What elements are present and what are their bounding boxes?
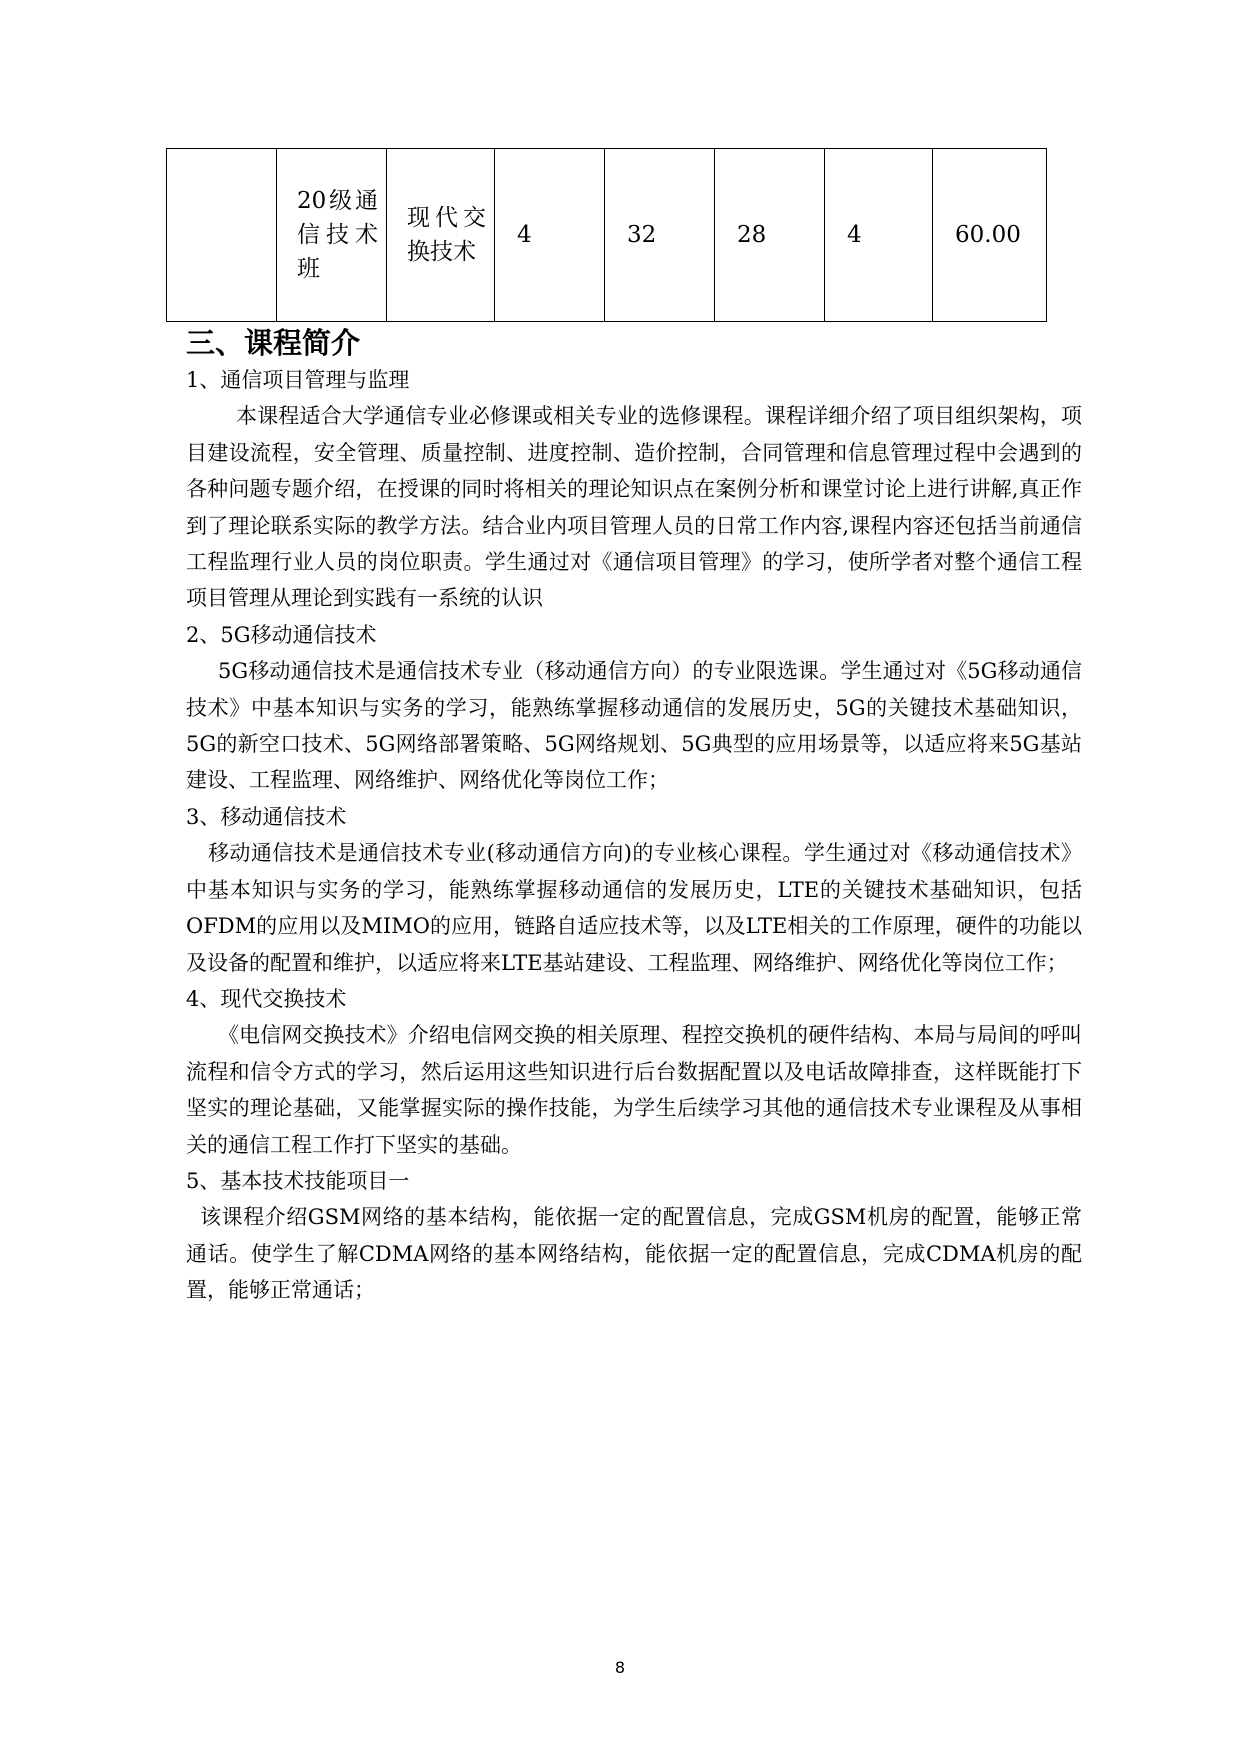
course-title: 4、现代交换技术 (186, 986, 347, 1011)
course-description: 《电信网交换技术》介绍电信网交换的相关原理、程控交换机的硬件结构、本局与局间的呼叫流程和信令方式的学习，然后运用这些知识进行后台数据配置以及电话故障排查，这样既能打下坚实的理论基础，又能掌握实际的操作技能，为学生后续学习其他的通信技术专业课程及从事相关的通信工程工作打下坚实的基础。 (186, 1023, 1082, 1157)
table-cell-score: 60.00 (933, 149, 1047, 322)
course-description: 移动通信技术是通信技术专业(移动通信方向)的专业核心课程。学生通过对《移动通信技术》中基本知识与实务的学习，能熟练掌握移动通信的发展历史，LTE的关键技术基础知识，包括OFDM的应用以及MIMO的应用，链路自适应技术等，以及LTE相关的工作原理，硬件的功能以及设备的配置和维护，以适应将来LTE基站建设、工程监理、网络维护、网络优化等岗位工作； (186, 841, 1082, 975)
course-title: 2、5G移动通信技术 (186, 622, 377, 647)
table-cell-credits: 4 (495, 149, 605, 322)
page-number: 8 (614, 1658, 626, 1677)
course-title: 3、移动通信技术 (186, 804, 347, 829)
course-description: 5G移动通信技术是通信技术专业（移动通信方向）的专业限选课。学生通过对《5G移动通信技术》中基本知识与实务的学习，能熟练掌握移动通信的发展历史，5G的关键技术基础知识，5G的新空口技术、5G网络部署策略、5G网络规划、5G典型的应用场景等，以适应将来5G基站建设、工程监理、网络维护、网络优化等岗位工作； (186, 659, 1082, 793)
table-row (167, 149, 1047, 322)
table-cell-course: 现代交换技术 (387, 149, 495, 322)
course-description: 本课程适合大学通信专业必修课或相关专业的选修课程。课程详细介绍了项目组织架构，项目建设流程，安全管理、质量控制、进度控制、造价控制，合同管理和信息管理过程中会遇到的各种问题专题介绍，在授课的同时将相关的理论知识点在案例分析和课堂讨论上进行讲解,真正作到了理论联系实际的教学方法。结合业内项目管理人员的日常工作内容,课程内容还包括当前通信工程监理行业人员的岗位职责。学生通过对《通信项目管理》的学习，使所学者对整个通信工程项目管理从理论到实践有一系统的认识 (186, 404, 1082, 611)
course-title: 5、基本技术技能项目一 (186, 1168, 410, 1193)
course-description: 该课程介绍GSM网络的基本结构，能依据一定的配置信息，完成GSM机房的配置，能够正常通话。使学生了解CDMA网络的基本网络结构，能依据一定的配置信息，完成CDMA机房的配置，能够正常通话； (186, 1205, 1082, 1303)
table-cell-total-hours: 32 (605, 149, 715, 322)
course-intro-section (186, 324, 1082, 1309)
table-cell-practice-hours: 4 (825, 149, 933, 322)
table-cell-class: 20级通信技术班 (277, 149, 387, 322)
section-title: 三、课程简介 (186, 326, 361, 360)
course-title: 1、通信项目管理与监理 (186, 368, 410, 392)
table-cell-empty (167, 149, 277, 322)
table-cell-theory-hours: 28 (715, 149, 825, 322)
course-table (166, 148, 1047, 322)
